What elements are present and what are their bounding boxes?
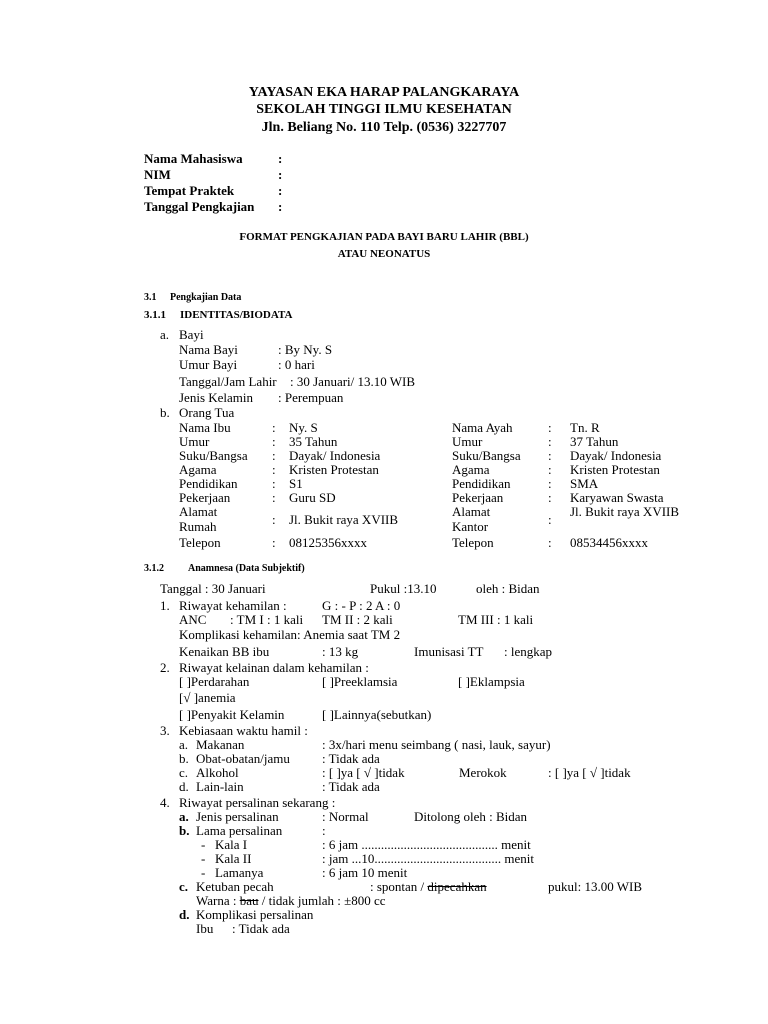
anemia-checkbox[interactable]: [√ ]anemia: [179, 690, 236, 705]
food-value: : 3x/hari menu seimbang ( nasi, lauk, sayur): [322, 737, 551, 752]
mother-address-label-2: Rumah: [179, 519, 217, 534]
fluid-amount: / tidak jumlah : ±800 cc: [258, 893, 386, 908]
venereal-disease-checkbox[interactable]: [ ]Penyakit Kelamin: [179, 707, 285, 722]
mother-phone-value: 08125356xxxx: [289, 535, 367, 550]
section-3-1-1-number: 3.1.1: [144, 309, 166, 321]
section-3-1-1-title: IDENTITAS/BIODATA: [180, 309, 293, 321]
mother-name-colon: :: [272, 420, 276, 435]
mother-education-colon: :: [272, 476, 276, 491]
father-age-value: 37 Tahun: [570, 434, 619, 449]
labor-history-label: Riwayat persalinan sekarang :: [179, 795, 336, 810]
father-education-colon: :: [548, 476, 552, 491]
mother-age-value: 35 Tahun: [289, 434, 338, 449]
list-number: 1.: [160, 598, 170, 613]
list-marker: c.: [179, 879, 189, 894]
tt-immunization-label: Imunisasi TT: [414, 644, 484, 659]
school-address: Jln. Beliang No. 110 Telp. (0536) 3227707: [261, 120, 507, 135]
list-marker: b.: [179, 751, 189, 766]
father-address-value: Jl. Bukit raya XVIIB: [570, 504, 680, 519]
list-dash: -: [201, 851, 206, 866]
mother-religion-label: Agama: [179, 462, 217, 477]
mother-phone-colon: :: [272, 535, 276, 550]
baby-age-value: : 0 hari: [278, 357, 315, 372]
alcohol-value[interactable]: : [ ]ya [ √ ]tidak: [322, 765, 405, 780]
father-job-colon: :: [548, 490, 552, 505]
stage2-value: : jam ...10....................................... menit: [322, 851, 534, 866]
mother-job-value: Guru SD: [289, 490, 336, 505]
sex-label: Jenis Kelamin: [179, 390, 254, 405]
color-label: Warna :: [196, 893, 240, 908]
birth-date-label: Tanggal/Jam Lahir: [179, 374, 277, 389]
list-marker: d.: [179, 907, 190, 922]
form-subtitle: ATAU NEONATUS: [337, 248, 431, 260]
father-religion-colon: :: [548, 462, 552, 477]
practice-place-colon: :: [278, 183, 283, 198]
father-address-colon: :: [548, 512, 552, 527]
practice-place-label: Tempat Praktek: [144, 183, 235, 198]
membrane-rupture-time: pukul: 13.00 WIB: [548, 879, 643, 894]
assessment-date-colon: :: [278, 199, 283, 214]
habits-label: Kebiasaan waktu hamil :: [179, 723, 308, 738]
father-phone-value: 08534456xxxx: [570, 535, 648, 550]
eclampsia-checkbox[interactable]: [ ]Eklampsia: [458, 674, 525, 689]
list-marker: b.: [160, 405, 170, 420]
mother-job-colon: :: [272, 490, 276, 505]
father-name-colon: :: [548, 420, 552, 435]
parents-heading: Orang Tua: [179, 405, 235, 420]
alcohol-label: Alkohol: [196, 765, 239, 780]
other-habits-label: Lain-lain: [196, 779, 244, 794]
anc-tm2: TM II : 2 kali: [322, 612, 393, 627]
school-name: SEKOLAH TINGGI ILMU KESEHATAN: [256, 102, 512, 117]
father-religion-value: Kristen Protestan: [570, 462, 660, 477]
total-duration-label: Lamanya: [215, 865, 264, 880]
membrane-rupture-value: [370, 880, 487, 893]
labor-duration-colon: :: [322, 823, 326, 838]
father-ethnicity-colon: :: [548, 448, 552, 463]
section-3-1-number: 3.1: [144, 292, 157, 303]
father-education-label: Pendidikan: [452, 476, 511, 491]
birth-date-value: : 30 Januari/ 13.10 WIB: [290, 374, 416, 389]
baby-name-value: : By Ny. S: [278, 342, 333, 357]
list-marker: b.: [179, 823, 190, 838]
list-marker: a.: [179, 809, 189, 824]
mother-ethnicity-colon: :: [272, 448, 276, 463]
preeclampsia-checkbox[interactable]: [ ]Preeklamsia: [322, 674, 398, 689]
list-marker: a.: [160, 327, 170, 342]
father-education-value: SMA: [570, 476, 599, 491]
father-address-label-2: Kantor: [452, 519, 489, 534]
weight-gain-label: Kenaikan BB ibu: [179, 644, 270, 659]
father-name-value: Tn. R: [570, 420, 600, 435]
father-phone-label: Telepon: [452, 535, 494, 550]
father-job-value: Karyawan Swasta: [570, 490, 664, 505]
medicine-value: : Tidak ada: [322, 751, 380, 766]
membrane-rupture-label: Ketuban pecah: [196, 879, 274, 894]
labor-type-label: Jenis persalinan: [196, 809, 279, 824]
stage1-label: Kala I: [215, 837, 248, 852]
weight-gain-value: : 13 kg: [322, 644, 359, 659]
anamnesis-time: Pukul :13.10: [370, 581, 437, 596]
other-checkbox[interactable]: [ ]Lainnya(sebutkan): [322, 707, 432, 722]
assessment-date-label: Tanggal Pengkajian: [144, 199, 255, 214]
baby-heading: Bayi: [179, 327, 204, 342]
list-dash: -: [201, 865, 206, 880]
mother-age-colon: :: [272, 434, 276, 449]
stage1-value: : 6 jam .......................................... menit: [322, 837, 531, 852]
nim-colon: :: [278, 167, 283, 182]
father-phone-colon: :: [548, 535, 552, 550]
mother-address-label: Alamat: [179, 504, 218, 519]
medicine-label: Obat-obatan/jamu: [196, 751, 290, 766]
labor-duration-label: Lama persalinan: [196, 823, 283, 838]
student-name-colon: :: [278, 151, 283, 166]
nim-label: NIM: [144, 167, 171, 182]
mother-religion-value: Kristen Protestan: [289, 462, 379, 477]
father-age-label: Umur: [452, 434, 483, 449]
mother-phone-label: Telepon: [179, 535, 221, 550]
anamnesis-date: Tanggal : 30 Januari: [160, 581, 266, 596]
sex-value: : Perempuan: [278, 390, 344, 405]
pregnancy-abnormality-label: Riwayat kelainan dalam kehamilan :: [179, 660, 369, 675]
mother-address-colon: :: [272, 512, 276, 527]
bleeding-checkbox[interactable]: [ ]Perdarahan: [179, 674, 250, 689]
list-number: 2.: [160, 660, 170, 675]
odor-struck: bau: [239, 893, 259, 908]
list-dash: -: [201, 837, 206, 852]
labor-complication-label: Komplikasi persalinan: [196, 907, 314, 922]
mother-address-value: Jl. Bukit raya XVIIB: [289, 512, 399, 527]
mother-complication-value: : Tidak ada: [232, 921, 290, 936]
form-title: FORMAT PENGKAJIAN PADA BAYI BARU LAHIR (BBL): [239, 231, 529, 243]
baby-age-label: Umur Bayi: [179, 357, 238, 372]
anamnesis-by: oleh : Bidan: [476, 581, 540, 596]
father-ethnicity-label: Suku/Bangsa: [452, 448, 521, 463]
mother-religion-colon: :: [272, 462, 276, 477]
mother-education-value: S1: [289, 476, 303, 491]
mother-name-label: Nama Ibu: [179, 420, 231, 435]
anc-label: ANC: [179, 612, 207, 627]
assisted-by: Ditolong oleh : Bidan: [414, 809, 528, 824]
anc-tm3: TM III : 1 kali: [458, 612, 534, 627]
mother-ethnicity-value: Dayak/ Indonesia: [289, 448, 381, 463]
father-ethnicity-value: Dayak/ Indonesia: [570, 448, 662, 463]
food-label: Makanan: [196, 737, 245, 752]
tt-immunization-value: : lengkap: [504, 644, 553, 659]
father-age-colon: :: [548, 434, 552, 449]
mother-name-value: Ny. S: [289, 420, 318, 435]
membrane-rupture-struck: dipecahkan: [427, 879, 487, 894]
list-number: 3.: [160, 723, 170, 738]
section-3-1-title: Pengkajian Data: [170, 292, 242, 303]
mother-education-label: Pendidikan: [179, 476, 238, 491]
list-marker: d.: [179, 779, 189, 794]
father-religion-label: Agama: [452, 462, 490, 477]
list-marker: c.: [179, 765, 189, 780]
student-name-label: Nama Mahasiswa: [144, 151, 243, 166]
father-name-label: Nama Ayah: [452, 420, 513, 435]
anc-tm1: : TM I : 1 kali: [230, 612, 304, 627]
total-duration-value: : 6 jam 10 menit: [322, 865, 408, 880]
membrane-rupture-spontaneous: : spontan /: [370, 879, 428, 894]
mother-complication-label: Ibu: [196, 921, 214, 936]
other-habits-value: : Tidak ada: [322, 779, 380, 794]
father-address-label: Alamat: [452, 504, 491, 519]
mother-ethnicity-label: Suku/Bangsa: [179, 448, 248, 463]
list-number: 4.: [160, 795, 170, 810]
father-job-label: Pekerjaan: [452, 490, 504, 505]
smoking-value[interactable]: : [ ]ya [ √ ]tidak: [548, 765, 631, 780]
section-3-1-2-number: 3.1.2: [144, 563, 164, 574]
gpa-value: G : - P : 2 A : 0: [322, 598, 401, 613]
mother-age-label: Umur: [179, 434, 210, 449]
mother-job-label: Pekerjaan: [179, 490, 231, 505]
amniotic-fluid-info: [196, 894, 386, 907]
pregnancy-history-label: Riwayat kehamilan :: [179, 598, 287, 613]
section-3-1-2-title: Anamnesa (Data Subjektif): [188, 563, 305, 574]
institution-name: YAYASAN EKA HARAP PALANGKARAYA: [248, 85, 520, 100]
baby-name-label: Nama Bayi: [179, 342, 238, 357]
stage2-label: Kala II: [215, 851, 252, 866]
smoking-label: Merokok: [459, 765, 507, 780]
labor-type-value: : Normal: [322, 809, 369, 824]
pregnancy-complication: Komplikasi kehamilan: Anemia saat TM 2: [179, 627, 401, 642]
list-marker: a.: [179, 737, 189, 752]
